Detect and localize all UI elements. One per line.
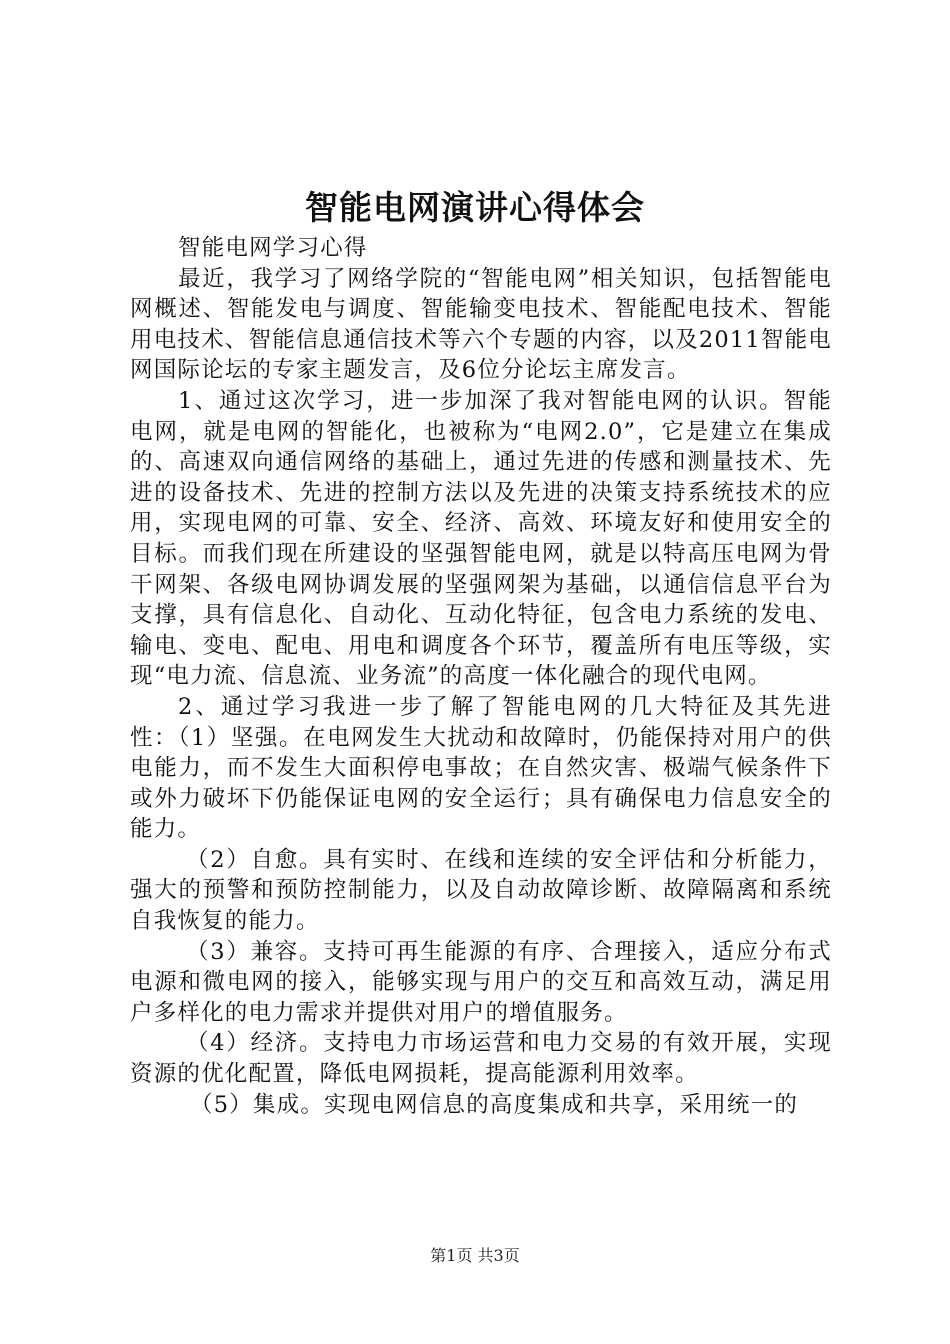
paragraph-subtitle: 智能电网学习心得 xyxy=(178,235,368,261)
document-title: 智能电网演讲心得体会 xyxy=(305,188,645,227)
document-body xyxy=(130,233,832,1120)
paragraph-feature-4: （4）经济。支持电力市场运营和电力交易的有效开展，实现资源的优化配置，降低电网损耗，提高能源利用效率。 xyxy=(130,1030,832,1088)
page-footer: 第1页 共3页 xyxy=(430,1246,520,1265)
paragraph-point-2: 2、通过学习我进一步了解了智能电网的几大特征及其先进性：（1）坚强。在电网发生大扰动和故障时，仍能保持对用户的供电能力，而不发生大面积停电事故；在自然灾害、极端气候条件下或外力破坏下仍能保证电网的安全运行；具有确保电力信息安全的能力。 xyxy=(130,693,832,843)
paragraph-feature-3: （3）兼容。支持可再生能源的有序、合理接入，适应分布式电源和微电网的接入，能够实现与用户的交互和高效互动，满足用户多样化的电力需求并提供对用户的增值服务。 xyxy=(130,938,832,1026)
paragraph-feature-5: （5）集成。实现电网信息的高度集成和共享，采用统一的 xyxy=(190,1091,799,1118)
paragraph-intro: 最近，我学习了网络学院的“智能电网”相关知识，包括智能电网概述、智能发电与调度、智能输变电技术、智能配电技术、智能用电技术、智能信息通信技术等六个专题的内容，以及2011智能电网国际论坛的专家主题发言，及6位分论坛主席发言。 xyxy=(130,265,832,384)
paragraph-point-1: 1、通过这次学习，进一步加深了我对智能电网的认识。智能电网，就是电网的智能化，也被称为“电网2.0”，它是建立在集成的、高速双向通信网络的基础上，通过先进的传感和测量技术、先进的设备技术、先进的控制方法以及先进的决策支持系统技术的应用，实现电网的可靠、安全、经济、高效、环境友好和使用安全的目标。而我们现在所建设的坚强智能电网，就是以特高压电网为骨干网架、各级电网协调发展的坚强网架为基础，以通信信息平台为支撑，具有信息化、自动化、互动化特征，包含电力系统的发电、输电、变电、配电、用电和调度各个环节，覆盖所有电压等级，实现“电力流、信息流、业务流”的高度一体化融合的现代电网。 xyxy=(130,387,832,690)
paragraph-feature-2: （2）自愈。具有实时、在线和连续的安全评估和分析能力，强大的预警和预防控制能力，以及自动故障诊断、故障隔离和系统自我恢复的能力。 xyxy=(130,846,832,935)
